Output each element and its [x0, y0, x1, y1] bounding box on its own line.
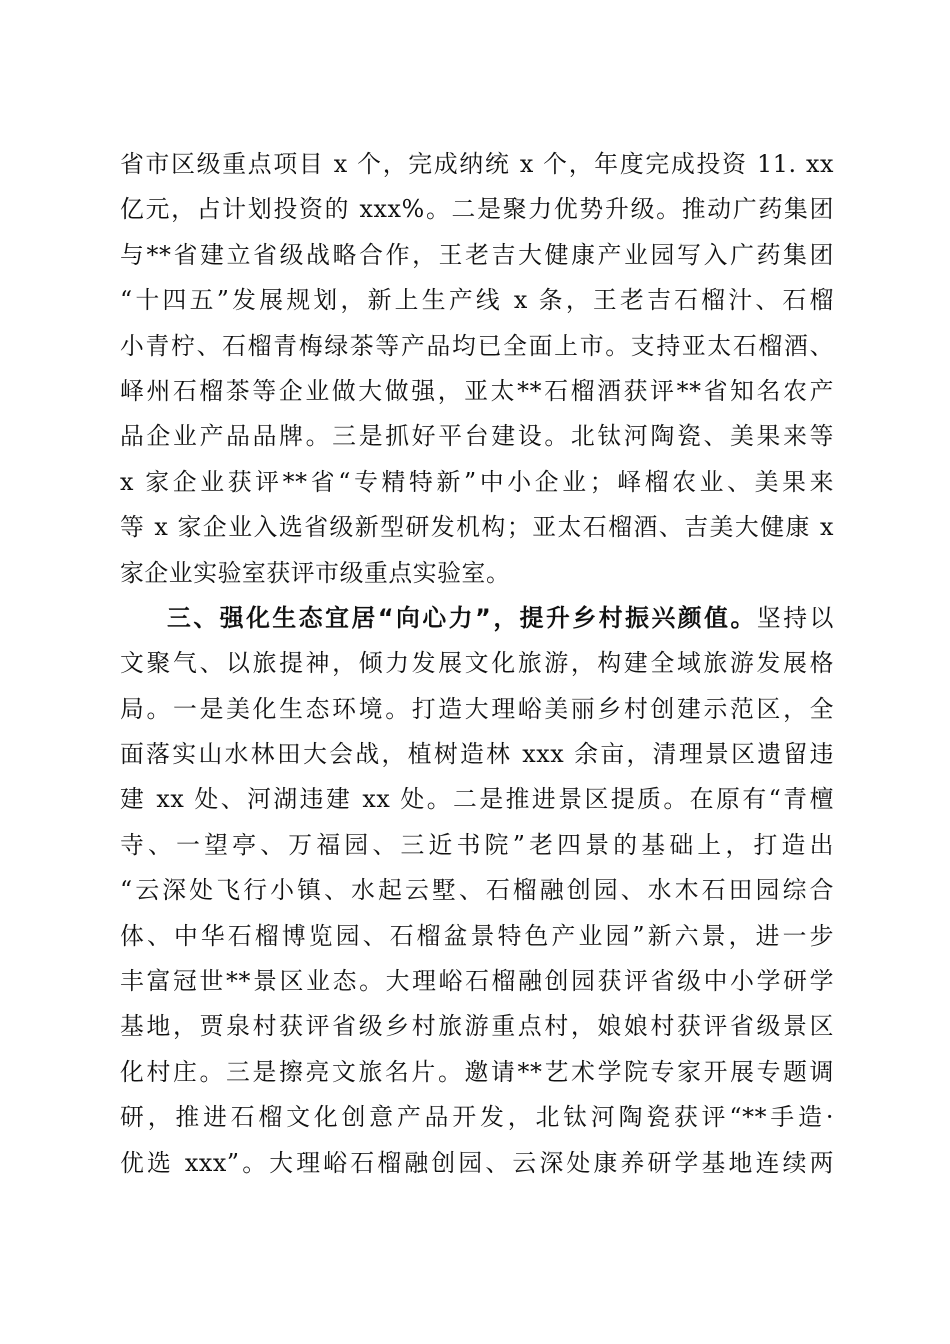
paragraph-2: [120, 596, 834, 1186]
text-line: 化村庄。三是擦亮文旅名片。邀请**艺术学院专家开展专题调: [120, 1057, 834, 1086]
text-line: 小青柠、石榴青梅绿茶等产品均已全面上市。支持亚太石榴酒、: [120, 331, 834, 360]
text-line: 丰富冠世**景区业态。大理峪石榴融创园获评省级中小学研学: [120, 967, 834, 996]
document-body: [120, 142, 834, 1186]
text-line: 建 xx 处、河湖违建 xx 处。二是推进景区提质。在原有“青檀: [120, 785, 834, 814]
text-line: 与**省建立省级战略合作，王老吉大健康产业园写入广药集团: [120, 240, 834, 269]
text-line: “十四五”发展规划，新上生产线 x 条，王老吉石榴汁、石榴: [120, 286, 834, 315]
text-line: 等 x 家企业入选省级新型研发机构；亚太石榴酒、吉美大健康 x: [120, 513, 834, 542]
text-line: x 家企业获评**省“专精特新”中小企业；峄榴农业、美果来: [120, 467, 834, 496]
text-line: 优选 xxx”。大理峪石榴融创园、云深处康养研学基地连续两: [120, 1148, 834, 1177]
text-line: 亿元，占计划投资的 xxx%。二是聚力优势升级。推动广药集团: [120, 195, 834, 224]
paragraph-1: [120, 142, 834, 596]
text-line: 研，推进石榴文化创意产品开发，北钛河陶瓷获评“**手造·: [120, 1103, 834, 1132]
text-line: 寺、一望亭、万福园、三近书院”老四景的基础上，打造出: [120, 830, 834, 859]
text-line: 品企业产品品牌。三是抓好平台建设。北钛河陶瓷、美果来等: [120, 422, 834, 451]
section-heading: 三、强化生态宜居“向心力”，提升乡村振兴颜值。: [167, 603, 757, 632]
text-line: 省市区级重点项目 x 个，完成纳统 x 个，年度完成投资 11. xx: [120, 150, 834, 178]
heading-line-continuation: 坚持以: [756, 603, 834, 632]
text-line: 文聚气、以旅提神，倾力发展文化旅游，构建全域旅游发展格: [120, 649, 834, 678]
text-line: 面落实山水林田大会战，植树造林 xxx 余亩，清理景区遗留违: [120, 740, 834, 769]
section-heading-line: [120, 596, 834, 641]
text-line: 体、中华石榴博览园、石榴盆景特色产业园”新六景，进一步: [120, 921, 834, 950]
text-line: “云深处飞行小镇、水起云墅、石榴融创园、水木石田园综合: [120, 876, 834, 905]
text-line: 局。一是美化生态环境。打造大理峪美丽乡村创建示范区，全: [120, 694, 834, 723]
text-line: 家企业实验室获评市级重点实验室。: [120, 558, 511, 587]
text-line: 基地，贾泉村获评省级乡村旅游重点村，娘娘村获评省级景区: [120, 1012, 834, 1041]
text-line: 峄州石榴茶等企业做大做强，亚太**石榴酒获评**省知名农产: [120, 376, 834, 405]
